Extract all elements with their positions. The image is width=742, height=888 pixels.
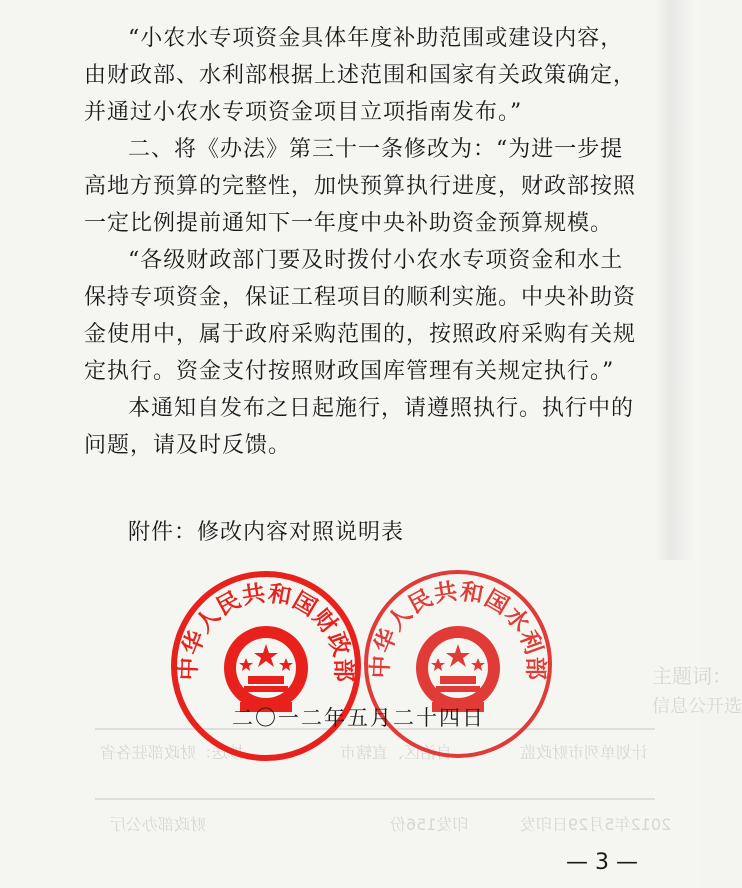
- attachment-note: 附件：修改内容对照说明表: [128, 520, 405, 545]
- page-number: — 3 —: [566, 850, 638, 875]
- issue-date: 二〇一二年五月二十四日: [232, 706, 485, 730]
- paragraph: “小农水专项资金具体年度补助范围或建设内容，由财政部、水利部根据上述范围和国家有关政策确定，并通过小农水专项资金项目立项指南发布。”: [84, 26, 637, 125]
- seal-ministry-of-finance: [168, 568, 364, 764]
- bleed-through-line: 抄送：财政部驻各省: [100, 743, 245, 762]
- seal-text: 中华人民共和国水利部: [367, 578, 549, 681]
- bleed-through-line: 财政部办公厅: [110, 815, 207, 834]
- bleed-through-line: 自治区、直辖市: [340, 743, 453, 762]
- national-emblem-icon: [416, 626, 500, 712]
- bleed-through-line: 主题词：: [652, 664, 732, 688]
- bleed-through-strip: [654, 0, 694, 560]
- paragraph: “各级财政部门要及时拨付小农水专项资金和水土保持专项资金，保证工程项目的顺利实施。中央补助资金使用中，属于政府采购范围的，按照政府采购有关规定执行。资金支付按照财政国库管理有关规定执行。”: [84, 248, 637, 384]
- paragraph: 本通知自发布之日起施行，请遵照执行。执行中的问题，请及时反馈。: [84, 396, 635, 458]
- bleed-through-line: 2012年5月29日印发: [520, 815, 672, 834]
- paragraph: 二、将《办法》第三十一条修改为：“为进一步提高地方预算的完整性，加快预算执行进度，财政部按照一定比例提前通知下一年度中央补助资金预算规模。: [84, 137, 637, 236]
- seal-ministry-of-water-resources: [360, 566, 556, 762]
- bleed-through-line: 计划单列市财政监: [520, 743, 649, 762]
- national-emblem-icon: [224, 626, 308, 712]
- bleed-through-line: 印发156份: [390, 815, 469, 834]
- bleed-through-rule: [95, 798, 655, 800]
- bleed-through-line: 信息公开选: [652, 696, 742, 717]
- seal-text: 中华人民共和国财政部: [175, 580, 357, 683]
